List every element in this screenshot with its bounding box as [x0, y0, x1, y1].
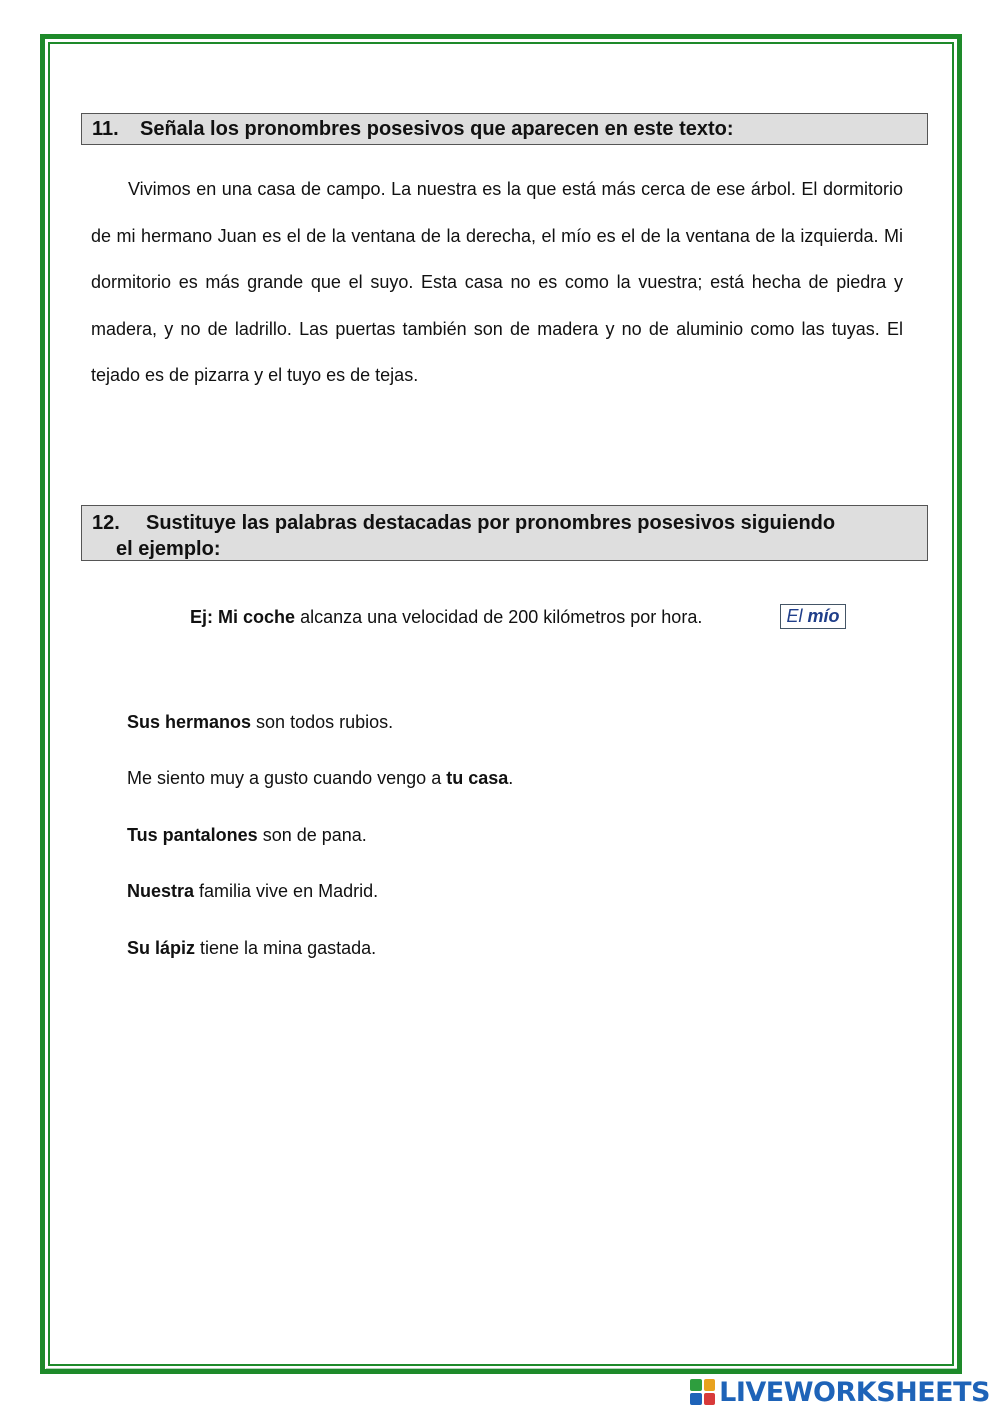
liveworksheets-wordmark: LIVEWORKSHEETS [719, 1376, 990, 1408]
sentence-4 [127, 877, 378, 905]
example-sentence [190, 603, 702, 631]
example-answer-article: El [786, 606, 803, 626]
example-rest: alcanza una velocidad de 200 kilómetros por hora. [300, 607, 703, 627]
sentence-1 [127, 708, 393, 736]
example-answer-pronoun: mío [807, 606, 840, 626]
exercise-11-title: Señala los pronombres posesivos que aparecen en este texto: [140, 118, 734, 140]
sentence-2-before: Me siento muy a gusto cuando vengo a [127, 768, 447, 788]
example-prefix: Ej: [190, 607, 214, 627]
sentence-2 [127, 764, 513, 792]
example-answer-box [780, 604, 846, 629]
sentence-4-after: familia vive en Madrid. [194, 881, 379, 901]
liveworksheets-brand[interactable] [690, 1374, 990, 1410]
sentence-5-after: tiene la mina gastada. [195, 938, 377, 958]
sentence-5 [127, 934, 376, 962]
sentence-4-bold: Nuestra [127, 881, 195, 901]
exercise-12-title-line2: el ejemplo: [116, 538, 221, 560]
sentence-3 [127, 821, 367, 849]
liveworksheets-logo-icon [690, 1379, 715, 1405]
sentence-1-after: son todos rubios. [251, 712, 394, 732]
exercise-12-title-line1: Sustituye las palabras destacadas por pronombres posesivos siguiendo [146, 512, 836, 534]
sentence-2-after: . [508, 768, 514, 788]
exercise-12-heading [81, 505, 928, 561]
example-bold-words: Mi coche [218, 607, 296, 627]
sentence-3-bold: Tus pantalones [127, 825, 258, 845]
exercise-11-heading [81, 113, 928, 145]
exercise-12-number: 12. [92, 512, 120, 534]
sentence-2-bold: tu casa [446, 768, 509, 788]
sentence-1-bold: Sus hermanos [127, 712, 252, 732]
sentence-5-bold: Su lápiz [127, 938, 196, 958]
sentence-3-after: son de pana. [257, 825, 367, 845]
page-border-shadow [46, 1368, 960, 1372]
exercise-11-number: 11. [92, 118, 119, 140]
exercise-11-text: Vivimos en una casa de campo. La nuestra es la que está más cerca de ese árbol. El dormitorio de mi hermano Juan es el de la ventana de la derecha, el mío es el de la ventana de la izquierda. Mi dormitorio es más grande que el suyo. Esta casa no es como la vuestra; está hecha de piedra y madera, y no de ladrillo. Las puertas también son de madera y no de aluminio como las tuyas. El tejado es de pizarra y el tuyo es de tejas. [91, 179, 903, 385]
